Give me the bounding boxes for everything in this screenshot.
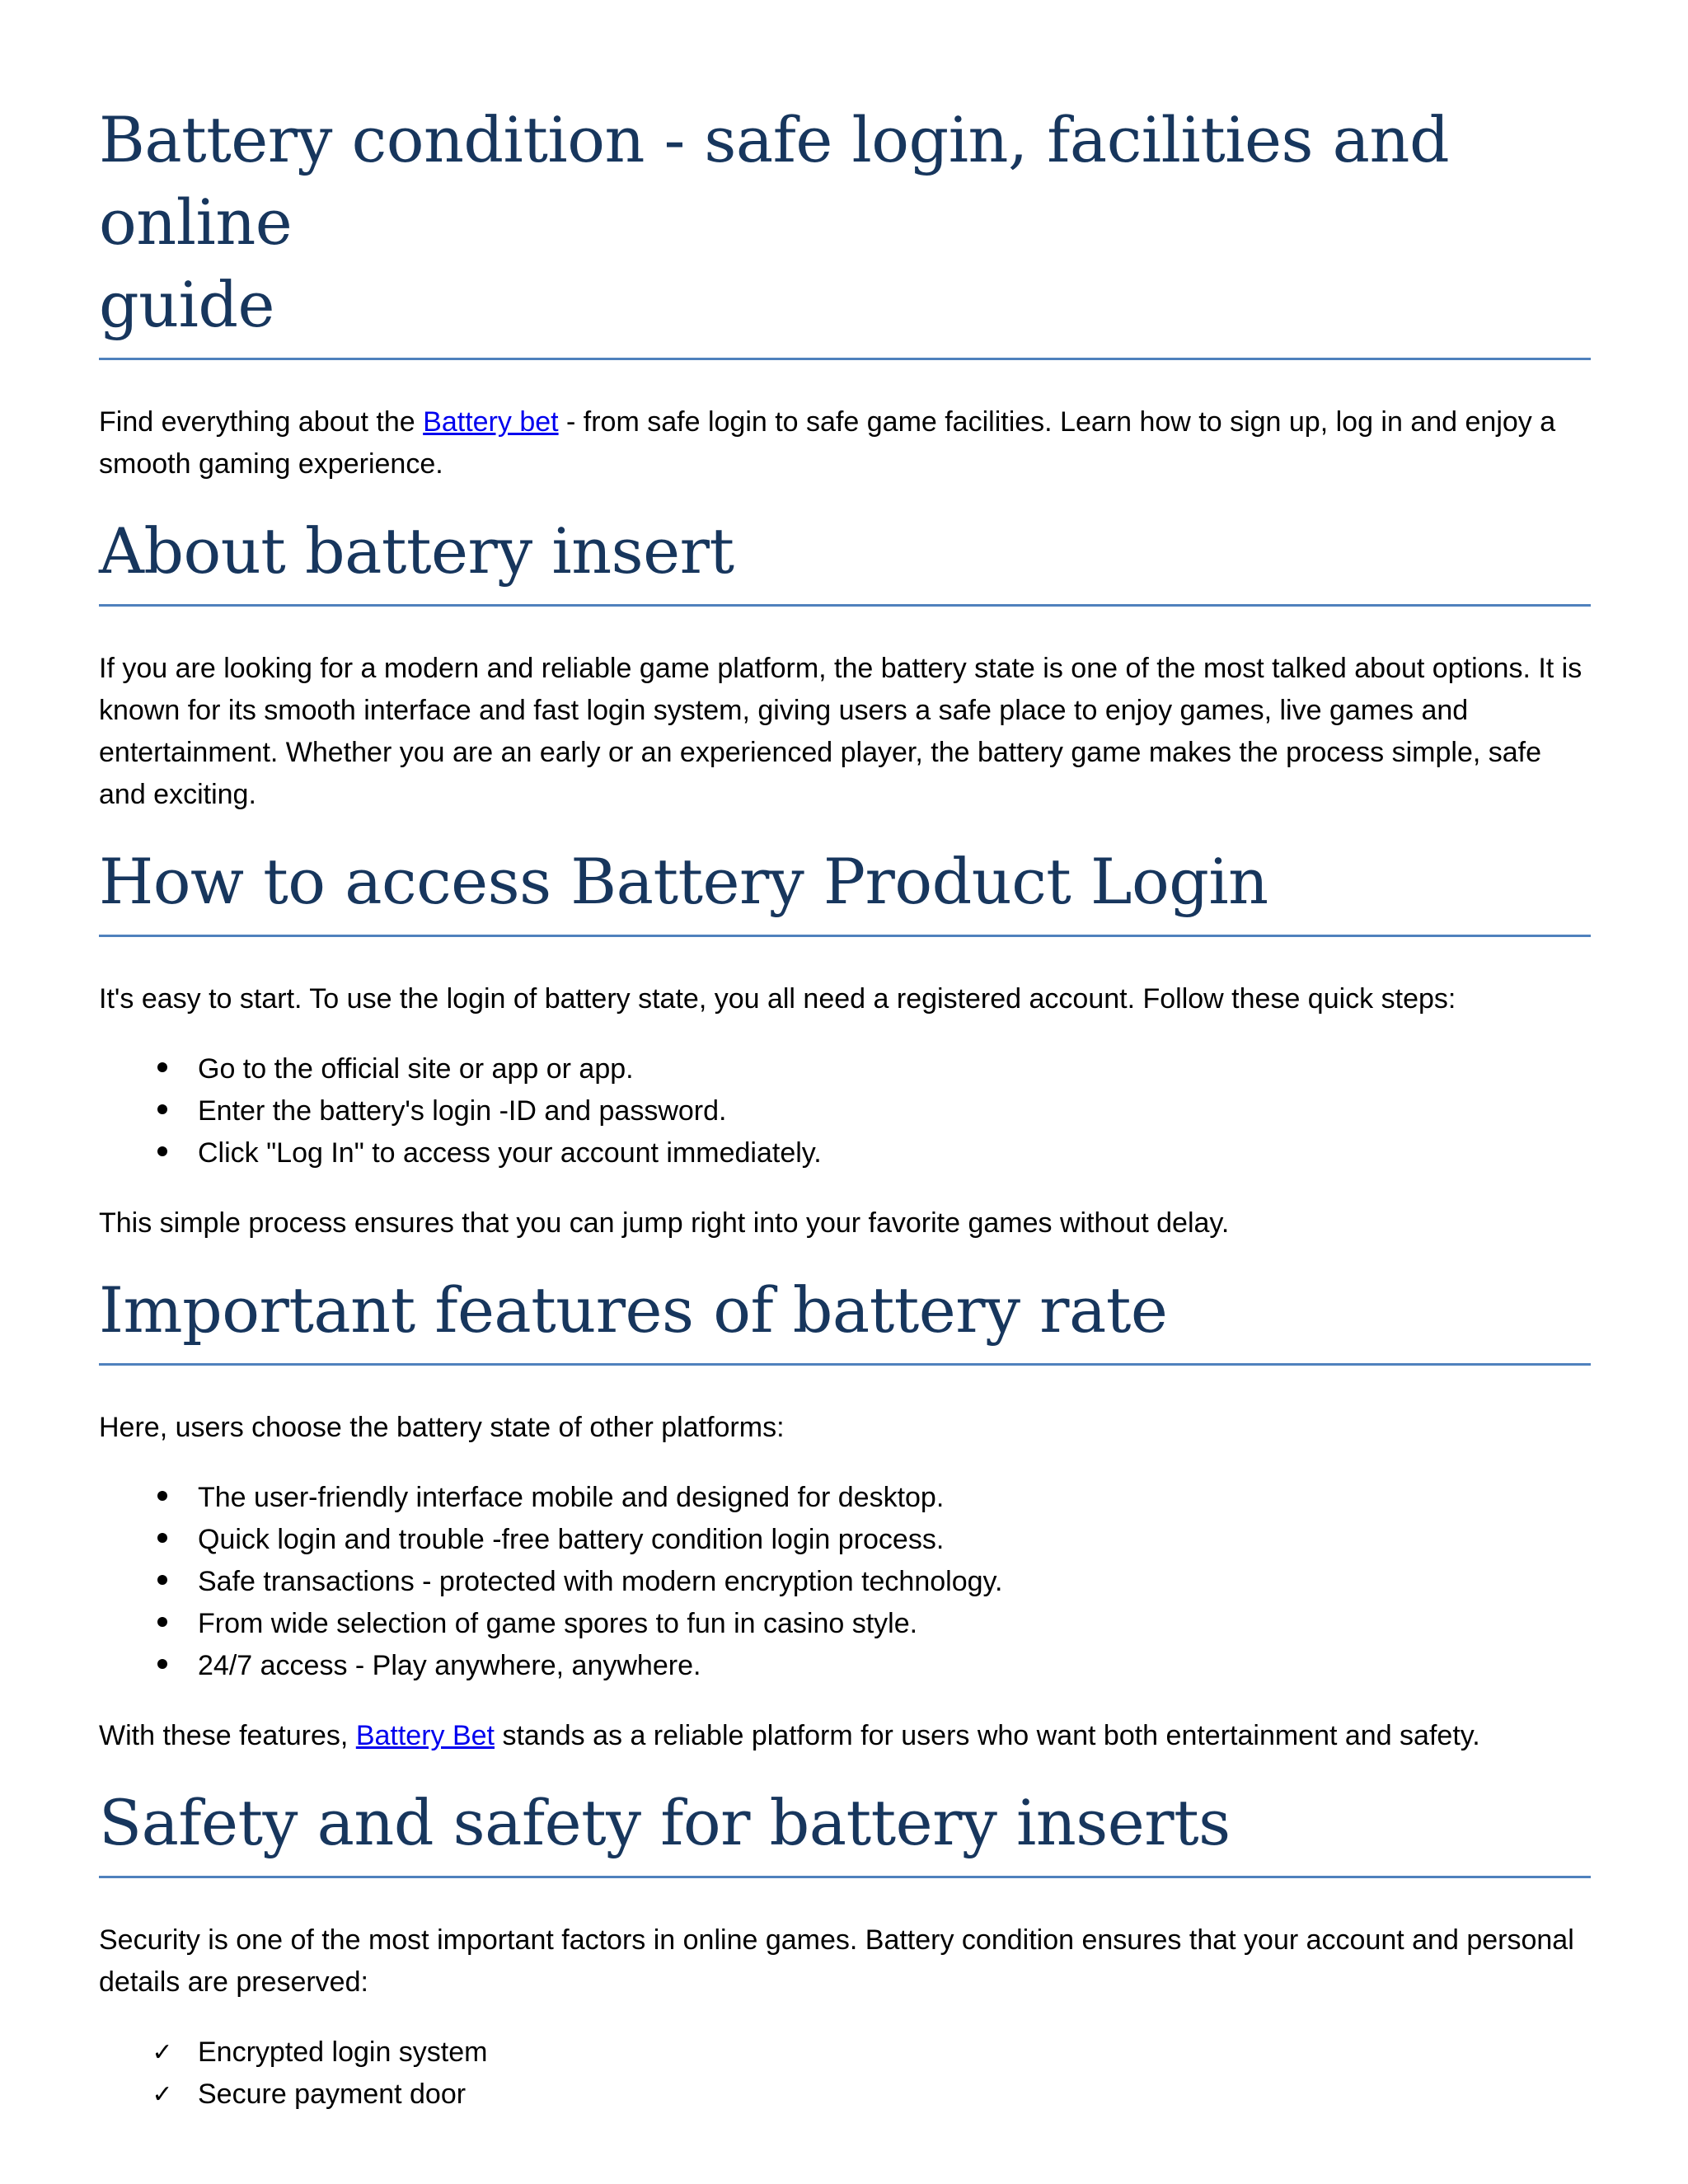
list-item: Enter the battery's login -ID and password. [99, 1090, 1591, 1132]
bullet-dot-icon [150, 1519, 175, 1561]
bullet-dot-icon [150, 1090, 175, 1132]
login-closing-paragraph: This simple process ensures that you can jump right into your favorite games without delay. [99, 1207, 1230, 1239]
bullet-dot-icon [150, 1561, 175, 1603]
intro-paragraph [99, 401, 1591, 485]
list-item: The user-friendly interface mobile and designed for desktop. [99, 1477, 1591, 1519]
safety-paragraph: Security is one of the most important factors in online games. Battery condition ensures that your account and personal details are preserved: [99, 1924, 1574, 1998]
battery-bet-link-2[interactable]: Battery Bet [355, 1720, 495, 1751]
section-heading-features: Important features of battery rate [99, 1269, 1591, 1366]
list-item: Click "Log In" to access your account immediately. [99, 1132, 1591, 1174]
list-item: ✓ Encrypted login system [99, 2032, 1591, 2074]
bullet-dot-icon [150, 1048, 175, 1090]
page-title-line-2: guide [99, 268, 275, 341]
list-item: From wide selection of game spores to fun in casino style. [99, 1603, 1591, 1645]
login-steps-list [99, 1048, 1591, 1174]
section-heading-login: How to access Battery Product Login [99, 841, 1591, 937]
list-item: ✓ Secure payment door [99, 2074, 1591, 2116]
bullet-dot-icon [150, 1477, 175, 1519]
safety-checklist [99, 2032, 1591, 2116]
page-title-line-1: Battery condition - safe login, facilities and online [99, 103, 1450, 259]
intro-text-before-link: Find everything about the [99, 406, 424, 438]
login-intro-paragraph: It's easy to start. To use the login of battery state, you all need a registered account. Follow these quick steps: [99, 983, 1456, 1015]
features-closing-paragraph [99, 1715, 1591, 1757]
features-list [99, 1477, 1591, 1687]
list-item: Quick login and trouble -free battery condition login process. [99, 1519, 1591, 1561]
page-title [99, 99, 1591, 360]
checkmark-icon: ✓ [152, 2080, 173, 2109]
about-paragraph: If you are looking for a modern and reliable game platform, the battery state is one of the most talked about options. It is known for its smooth interface and fast login system, giving users a safe place to enjoy games, live games and entertainment. Whether you are an early or an experienced player, the battery game makes the process simple, safe and exciting. [99, 653, 1582, 810]
section-heading-safety: Safety and safety for battery inserts [99, 1782, 1591, 1878]
closing-text-before-link: With these features, [99, 1720, 356, 1751]
battery-bet-link[interactable]: Battery bet [423, 406, 559, 438]
bullet-dot-icon [150, 1603, 175, 1645]
bullet-dot-icon [150, 1645, 175, 1687]
bullet-dot-icon [150, 1132, 175, 1174]
list-item: Go to the official site or app or app. [99, 1048, 1591, 1090]
section-heading-about: About battery insert [99, 510, 1591, 607]
features-intro-paragraph: Here, users choose the battery state of other platforms: [99, 1412, 785, 1443]
list-item: 24/7 access - Play anywhere, anywhere. [99, 1645, 1591, 1687]
closing-text-after-link: stands as a reliable platform for users who want both entertainment and safety. [495, 1720, 1480, 1751]
intro-text-after-link: - from safe login to safe game facilities. Learn how to sign up, log in and enjoy a smooth gaming experience. [99, 406, 1556, 480]
list-item: Safe transactions - protected with modern encryption technology. [99, 1561, 1591, 1603]
document-page [99, 0, 1591, 2116]
checkmark-icon: ✓ [152, 2038, 173, 2067]
